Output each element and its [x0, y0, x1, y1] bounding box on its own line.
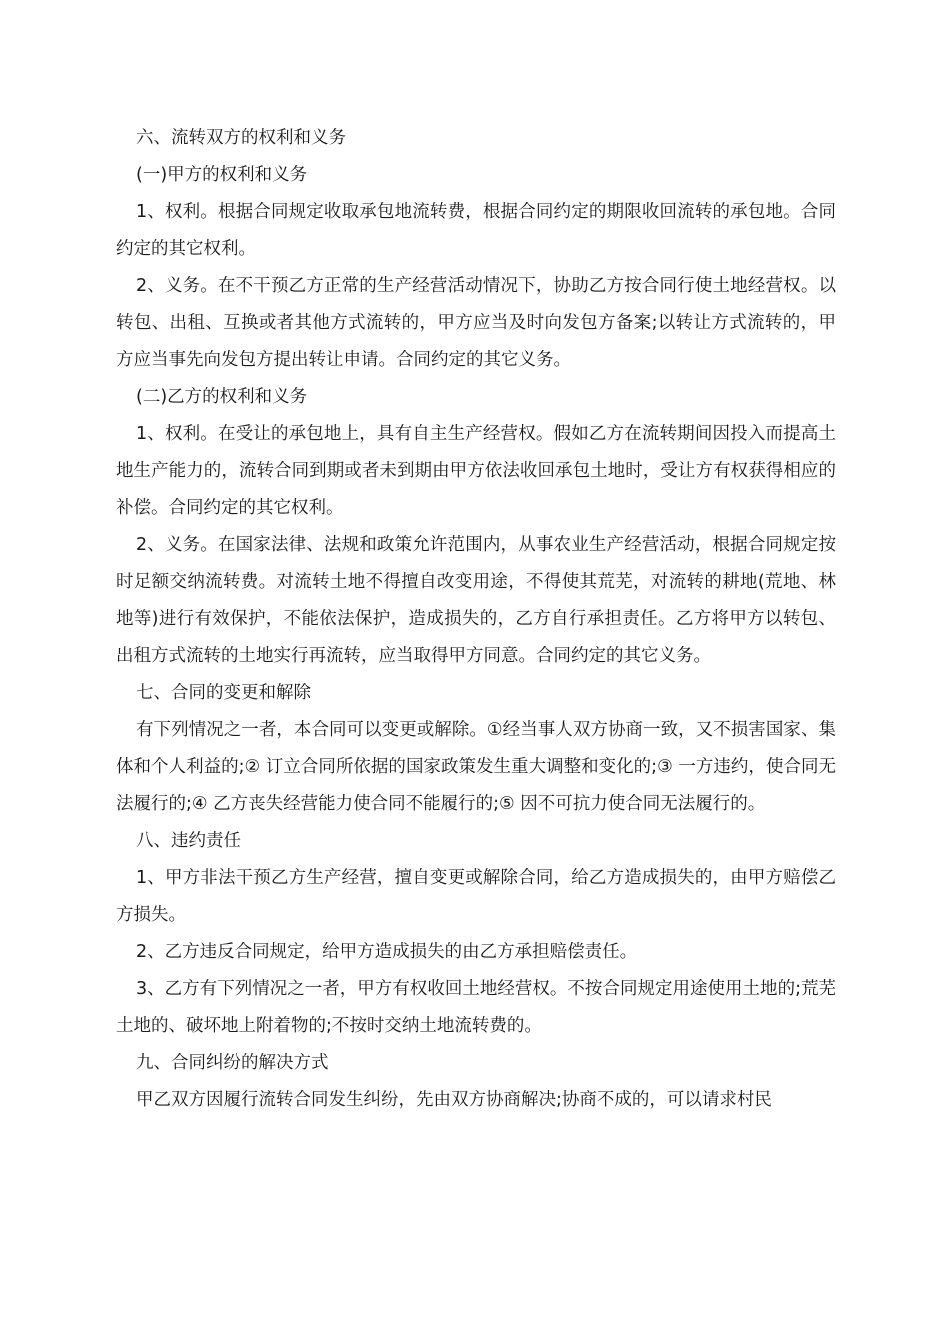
section-heading-rights-obligations: 六、流转双方的权利和义务	[136, 128, 346, 148]
paragraph-dispute-resolution: 甲乙双方因履行流转合同发生纠纷，先由双方协商解决;协商不成的，可以请求村民	[136, 1090, 772, 1110]
subheading-party-a: (一)甲方的权利和义务	[136, 165, 308, 185]
paragraph-change-conditions: 有下列情况之一者，本合同可以变更或解除。①经当事人双方协商一致，又不损害国家、集体和个人利益的;② 订立合同所依据的国家政策发生重大调整和变化的;③ 一方违约，使合同无法履行的;④ 乙方丧失经营能力使合同不能履行的;⑤ 因不可抗力使合同无法履行的。	[116, 720, 836, 814]
section-heading-dispute-resolution: 九、合同纠纷的解决方式	[136, 1053, 329, 1073]
subheading-party-b: (二)乙方的权利和义务	[136, 387, 308, 407]
document-body	[116, 120, 836, 1119]
paragraph-party-a-rights: 1、权利。根据合同规定收取承包地流转费，根据合同约定的期限收回流转的承包地。合同约定的其它权利。	[116, 202, 836, 259]
paragraph-party-b-rights: 1、权利。在受让的承包地上，具有自主生产经营权。假如乙方在流转期间因投入而提高土地生产能力的，流转合同到期或者未到期由甲方依法收回承包土地时，受让方有权获得相应的补偿。合同约定的其它权利。	[116, 424, 836, 518]
paragraph-party-b-obligations: 2、义务。在国家法律、法规和政策允许范围内，从事农业生产经营活动，根据合同规定按时足额交纳流转费。对流转土地不得擅自改变用途，不得使其荒芜，对流转的耕地(荒地、林地等)进行有效保护，不能依法保护，造成损失的，乙方自行承担责任。乙方将甲方以转包、出租方式流转的土地实行再流转，应当取得甲方同意。合同约定的其它义务。	[116, 535, 836, 666]
section-heading-change-termination: 七、合同的变更和解除	[136, 683, 311, 703]
paragraph-party-a-obligations: 2、义务。在不干预乙方正常的生产经营活动情况下，协助乙方按合同行使土地经营权。以转包、出租、互换或者其他方式流转的，甲方应当及时向发包方备案;以转让方式流转的，甲方应当事先向发包方提出转让申请。合同约定的其它义务。	[116, 276, 836, 370]
section-heading-liability: 八、违约责任	[136, 831, 241, 851]
paragraph-liability-3: 3、乙方有下列情况之一者，甲方有权收回土地经营权。不按合同规定用途使用土地的;荒芜土地的、破坏地上附着物的;不按时交纳土地流转费的。	[116, 979, 836, 1036]
paragraph-liability-1: 1、甲方非法干预乙方生产经营，擅自变更或解除合同，给乙方造成损失的，由甲方赔偿乙方损失。	[116, 868, 836, 925]
paragraph-liability-2: 2、乙方违反合同规定，给甲方造成损失的由乙方承担赔偿责任。	[136, 942, 638, 962]
